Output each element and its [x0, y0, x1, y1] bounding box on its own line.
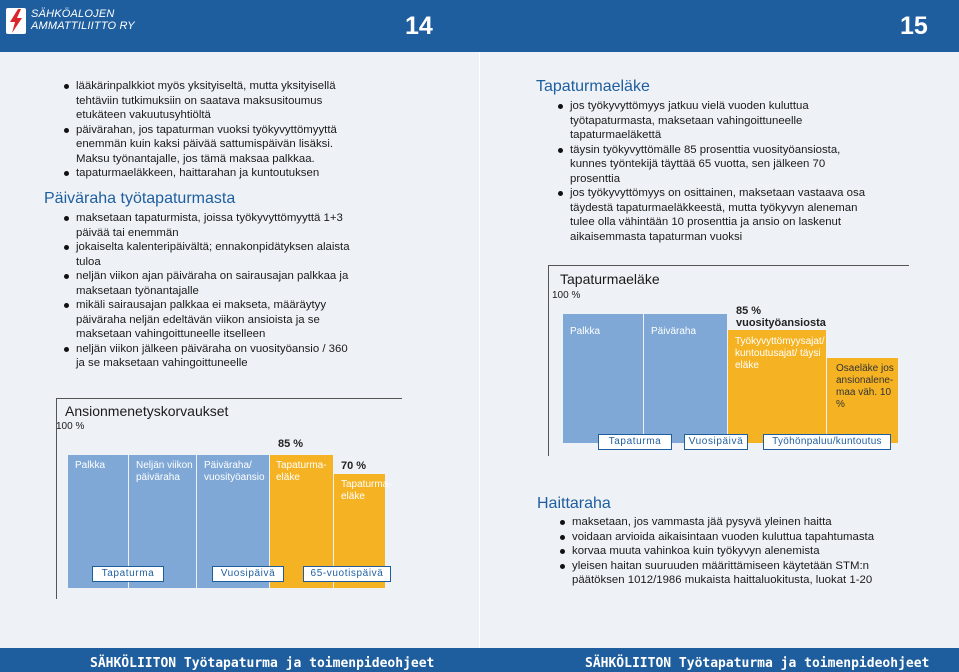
- percent-label-85: 85 %: [278, 438, 304, 450]
- tag-65-vuotispaiva: 65-vuotispäivä: [303, 566, 391, 582]
- list-item: voidaan arvioida aikaisintaan vuoden kuluttua tapahtumasta: [560, 530, 880, 545]
- list-item: neljän viikon ajan päiväraha on sairausajan palkkaa ja maksetaan työnantajalle: [64, 269, 359, 298]
- page-number-left: 14: [405, 12, 433, 40]
- list-item: korvaa muuta vahinkoa kuin työkyvyn alenemista: [560, 544, 880, 559]
- tag-tapaturma: Tapaturma: [598, 434, 672, 450]
- organization-name: SÄHKÖALOJEN AMMATTILIITTO RY: [31, 8, 135, 32]
- list-item: jos työkyvyttömyys on osittainen, maksetaan vastaava osa täydestä tapaturmaeläkkeestä, mutta työkyvyn aleneman tulee olla vähintään 10 prosenttia ja ansio on laskenut aikaisemmasta tapaturman vuoksi: [558, 186, 878, 244]
- header-bar: [0, 0, 959, 52]
- bar-label: Palkka: [570, 326, 601, 337]
- list-item: täysin työkyvyttömälle 85 prosenttia vuosityöansiosta, kunnes työntekijä täyttää 65 vuotta, sen jälkeen 70 prosenttia: [558, 143, 878, 187]
- section-title-tapaturmaelake: Tapaturmaeläke: [536, 78, 650, 95]
- intro-bullet-list: [64, 79, 364, 181]
- bar-label: Työkyvyttömyysajat/ kuntoutusajat/ täysi eläke: [735, 336, 825, 371]
- list-item: tapaturmaeläkkeen, haittarahan ja kuntoutuksen: [64, 166, 364, 181]
- list-item: mikäli sairausajan palkkaa ei makseta, määräytyy päiväraha neljän edeltävän viikon ansioista ja se maksetaan vahingoittuneelle itselleen: [64, 298, 359, 342]
- lightning-logo-icon: [6, 8, 26, 34]
- list-item: neljän viikon jälkeen päiväraha on vuosityöansio / 360 ja se maksetaan vahingoittuneelle: [64, 342, 359, 371]
- page-divider: [479, 52, 480, 648]
- section-title-haittaraha: Haittaraha: [537, 495, 611, 512]
- list-item: yleisen haitan suuruuden määrittämiseen käytetään STM:n päätöksen 1012/1986 mukaista haittaluokitusta, luokat 1-20: [560, 559, 880, 588]
- bar-label: Päiväraha: [651, 326, 697, 337]
- haittaraha-bullet-list: [560, 515, 880, 588]
- footer-title-left: SÄHKÖLIITON Työtapaturma ja toimenpideohjeet: [90, 656, 435, 671]
- list-item: päivärahan, jos tapaturman vuoksi työkyvyttömyyttä enemmän kuin kaksi päivää sattumispäivän lisäksi. Maksu työnantajalle, jos tämä maksaa palkkaa.: [64, 123, 364, 167]
- list-item: maksetaan, jos vammasta jää pysyvä yleinen haitta: [560, 515, 880, 530]
- tag-vuosipaiva: Vuosipäivä: [212, 566, 284, 582]
- paivaraha-bullet-list: [64, 211, 359, 371]
- tapaturmaelake-bullet-list: [558, 99, 878, 244]
- list-item: lääkärinpalkkiot myös yksityiseltä, mutta yksityisellä tehtäviin tutkimuksiin on saatava maksusitoumus etukäteen vakuutusyhtiöltä: [64, 79, 364, 123]
- page-number-right: 15: [900, 12, 928, 40]
- bar-label: Päiväraha/ vuosityöansio: [204, 460, 265, 483]
- footer-title-right: SÄHKÖLIITON Työtapaturma ja toimenpideohjeet: [585, 656, 930, 671]
- bar-label: Palkka: [75, 460, 106, 471]
- tag-tapaturma: Tapaturma: [92, 566, 164, 582]
- chart-title: Ansionmenetyskorvaukset: [65, 403, 229, 419]
- list-item: jokaiselta kalenteripäivältä; ennakonpidätyksen alaista tuloa: [64, 240, 359, 269]
- bar-label: Osaeläke jos ansionalene- maa väh. 10 %: [836, 363, 894, 410]
- bar-label: Neljän viikon päiväraha: [136, 460, 193, 483]
- tag-tyohonpaluu: Työhönpaluu/kuntoutus: [763, 434, 891, 450]
- chart-title: Tapaturmaeläke: [560, 271, 660, 287]
- axis-label-100: 100 %: [552, 290, 581, 301]
- bar-label: Tapaturma- eläke: [341, 479, 392, 502]
- list-item: jos työkyvyttömyys jatkuu vielä vuoden kuluttua työtapaturmasta, maksetaan vahingoittuneelle tapaturmaeläkettä: [558, 99, 878, 143]
- tag-vuosipaiva: Vuosipäivä: [684, 434, 748, 450]
- section-title-paivaraha: Päiväraha työtapaturmasta: [44, 190, 236, 207]
- percent-label-70: 70 %: [341, 460, 367, 472]
- axis-label-100: 100 %: [56, 421, 85, 432]
- percent-label-85: 85 % vuosityöansiosta: [736, 305, 826, 329]
- bar-label: Tapaturma- eläke: [276, 460, 327, 483]
- list-item: maksetaan tapaturmista, joissa työkyvyttömyyttä 1+3 päivää tai enemmän: [64, 211, 359, 240]
